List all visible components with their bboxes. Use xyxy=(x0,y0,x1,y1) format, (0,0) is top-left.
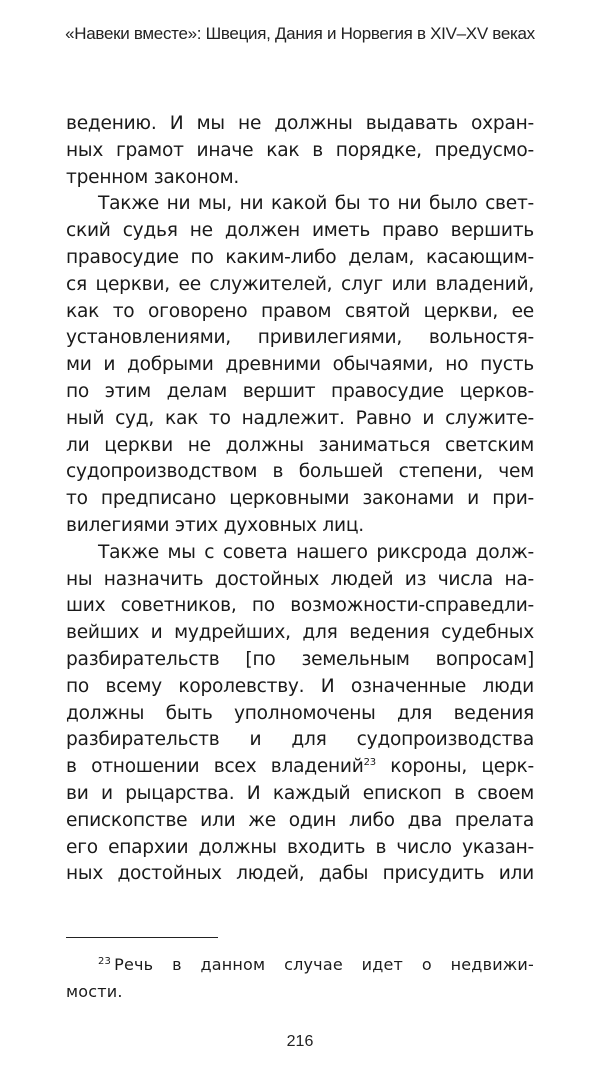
text-line: ны назначить достойных людей из числа на- xyxy=(66,568,534,590)
page-number: 216 xyxy=(286,1033,314,1050)
text-line: вейших и мудрейших, для ведения судебных xyxy=(66,622,534,644)
text-line: должны быть уполномочены для ведения xyxy=(66,702,534,724)
text-line: ных достойных людей, дабы присудить или xyxy=(66,863,534,885)
text-line: как то оговорено правом святой церкви, ее xyxy=(66,300,534,322)
text-line: ми и добрыми древними обычаями, но пусть xyxy=(66,354,534,376)
footnote-line xyxy=(66,951,534,978)
text-line: ведению. И мы не должны выдавать охран- xyxy=(66,113,534,134)
text-line: ных грамот иначе как в порядке, предусмо- xyxy=(66,139,534,161)
running-header: «Навеки вместе»: Швеция, Дания и Норвегия в XIV–XV веках xyxy=(65,24,535,43)
footnote-text: Речь в данном случае идет о недвижи- xyxy=(114,955,534,974)
text-segment: в отношении всех владений xyxy=(66,756,364,778)
text-line: ли церкви не должны заниматься светским xyxy=(66,434,534,456)
paragraph-start-line: Также ни мы, ни какой бы то ни было свет- xyxy=(98,193,534,215)
text-line: ский судья не должен иметь право вершить xyxy=(66,220,534,242)
footnote-line: мости. xyxy=(66,982,123,1001)
body-text xyxy=(66,111,534,888)
text-line-with-footnote xyxy=(66,754,534,781)
text-line: ный суд, как то надлежит. Равно и служите- xyxy=(66,407,534,429)
footnote-divider xyxy=(66,937,218,938)
paragraph-start-line: Также мы с совета нашего рикcрода долж- xyxy=(98,541,534,563)
text-line: установлениями, привилегиями, вольностя- xyxy=(66,327,534,349)
text-line: ви и рыцарства. И каждый епископ в своем xyxy=(66,782,534,804)
text-line: то предписано церковными законами и при- xyxy=(66,488,534,510)
text-line: разбирательств и для судопроизводства xyxy=(66,729,534,751)
footnote xyxy=(66,951,534,1005)
text-line: судопроизводством в большей степени, чем xyxy=(66,461,534,483)
text-line: по всему королевству. И означенные люди xyxy=(66,675,534,697)
text-line: епископстве или же один либо два прелата xyxy=(66,809,534,831)
footnote-reference[interactable]: 23 xyxy=(363,757,376,769)
text-line: разбирательств [по земельным вопросам] xyxy=(66,648,534,670)
text-line: его епархии должны входить в число указан- xyxy=(66,836,534,858)
text-segment: короны, церк- xyxy=(390,756,534,778)
text-line: по этим делам вершит правосудие церков- xyxy=(66,380,534,402)
text-line: тренном законом. xyxy=(66,166,240,188)
text-line: ся церкви, ее служителей, слуг или владений, xyxy=(66,273,534,295)
text-line: ших советников, по возможности-справедли- xyxy=(66,595,534,617)
footnote-mark: 23 xyxy=(98,956,112,967)
text-line: вилегиями этих духовных лиц. xyxy=(66,514,364,536)
text-line: правосудие по каким-либо делам, касающим- xyxy=(66,246,534,268)
